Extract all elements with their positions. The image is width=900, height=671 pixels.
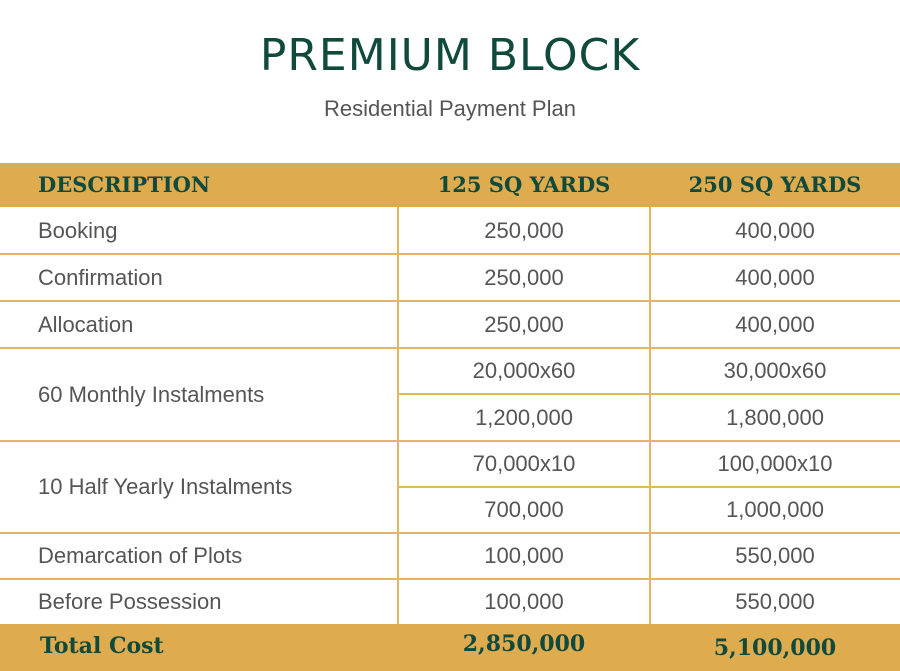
- row-value-125: 70,000x10: [472, 451, 576, 476]
- row-value-250: 400,000: [735, 217, 815, 243]
- row-label: Booking: [38, 217, 118, 243]
- row-value-250: 30,000x60: [723, 358, 827, 383]
- row-value-125: 250,000: [484, 217, 564, 243]
- row-value-125: 250,000: [484, 264, 564, 290]
- divider: [0, 578, 900, 580]
- row-subtotal-250: 1,000,000: [726, 497, 824, 522]
- row-value-125: 20,000x60: [472, 358, 576, 383]
- row-value-125: 100,000: [484, 588, 564, 614]
- column-divider: [397, 207, 399, 624]
- row-label: Allocation: [38, 311, 134, 337]
- total-125: 2,850,000: [462, 631, 586, 657]
- row-value-125: 100,000: [484, 543, 564, 568]
- header-description: DESCRIPTION: [38, 172, 211, 197]
- row-value-250: 100,000x10: [717, 451, 833, 476]
- row-value-250: 400,000: [735, 311, 815, 337]
- divider: [0, 440, 900, 442]
- header-125: 125 SQ YARDS: [437, 172, 611, 197]
- total-label: Total Cost: [40, 633, 164, 659]
- row-value-250: 400,000: [735, 264, 815, 290]
- row-label: Before Possession: [38, 588, 222, 614]
- total-250: 5,100,000: [713, 635, 837, 661]
- divider: [0, 300, 900, 302]
- row-label: 60 Monthly Instalments: [38, 381, 265, 407]
- row-value-250: 550,000: [735, 543, 815, 568]
- header-250: 250 SQ YARDS: [688, 172, 862, 197]
- row-subtotal-250: 1,800,000: [726, 404, 824, 430]
- page-subtitle: Residential Payment Plan: [324, 96, 576, 121]
- row-value-125: 250,000: [484, 311, 564, 337]
- row-value-250: 550,000: [735, 588, 815, 614]
- row-label: 10 Half Yearly Instalments: [38, 474, 293, 499]
- row-label: Confirmation: [38, 264, 163, 290]
- page-title: PREMIUM BLOCK: [259, 30, 641, 81]
- divider: [0, 347, 900, 349]
- row-subtotal-125: 700,000: [484, 497, 564, 522]
- divider: [0, 532, 900, 534]
- row-subtotal-125: 1,200,000: [475, 404, 573, 430]
- row-label: Demarcation of Plots: [38, 543, 243, 568]
- column-divider: [649, 207, 651, 624]
- divider: [0, 253, 900, 255]
